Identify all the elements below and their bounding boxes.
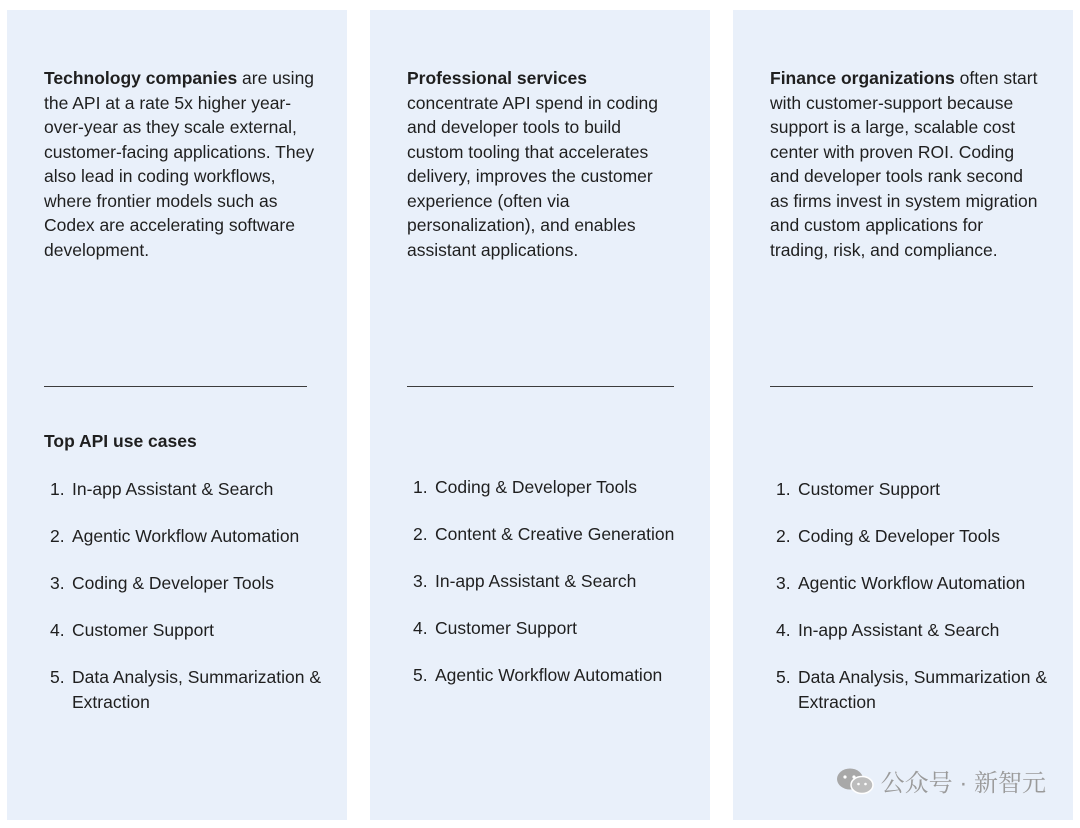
list-item	[407, 569, 697, 594]
item-label: Content & Creative Generation	[435, 524, 675, 544]
item-label: Coding & Developer Tools	[72, 573, 275, 593]
item-label: In-app Assistant & Search	[798, 620, 1000, 640]
use-case-list	[44, 477, 334, 737]
card-lead: Finance organizations	[770, 68, 955, 88]
item-number: 1.	[50, 479, 65, 499]
item-label: Customer Support	[435, 618, 578, 638]
item-label: Agentic Workflow Automation	[72, 526, 300, 546]
item-number: 2.	[776, 526, 791, 546]
item-number: 4.	[50, 620, 65, 640]
list-item	[44, 618, 334, 643]
card-body: are using the API at a rate 5x higher year-over-year as they scale external, customer-facing applications. They also lead in coding workflows, where frontier models such as Codex are accelerating software development.	[44, 68, 315, 260]
use-case-list	[770, 477, 1060, 737]
card-description	[44, 66, 319, 262]
item-label: Customer Support	[798, 479, 941, 499]
list-item	[770, 524, 1060, 549]
industry-card-professional-services	[370, 10, 710, 820]
divider	[44, 386, 307, 387]
wechat-icon	[835, 766, 875, 796]
card-lead: Technology companies	[44, 68, 238, 88]
list-item	[407, 616, 697, 641]
list-item	[770, 665, 1060, 714]
card-description	[407, 66, 682, 262]
item-label: Agentic Workflow Automation	[798, 573, 1026, 593]
divider	[407, 386, 674, 387]
item-number: 2.	[50, 526, 65, 546]
item-number: 3.	[50, 573, 65, 593]
item-number: 4.	[413, 618, 428, 638]
industry-card-technology	[7, 10, 347, 820]
item-number: 3.	[776, 573, 791, 593]
card-description	[770, 66, 1045, 262]
item-label: In-app Assistant & Search	[72, 479, 274, 499]
list-item	[770, 618, 1060, 643]
watermark	[835, 763, 1046, 798]
list-item	[770, 571, 1060, 596]
card-body: concentrate API spend in coding and developer tools to build custom tooling that accelerates delivery, improves the customer experience (often via personalization), and enables assistant applications.	[407, 92, 659, 260]
use-case-list	[407, 475, 697, 710]
list-item	[44, 477, 334, 502]
list-item	[44, 571, 334, 596]
item-number: 1.	[776, 479, 791, 499]
item-number: 5.	[776, 667, 791, 687]
item-number: 5.	[50, 667, 65, 687]
list-item	[407, 663, 697, 688]
list-item	[407, 522, 697, 547]
use-cases-heading: Top API use cases	[44, 431, 197, 451]
item-label: In-app Assistant & Search	[435, 571, 637, 591]
item-number: 3.	[413, 571, 428, 591]
card-body: often start with customer-support because support is a large, scalable cost center with proven ROI. Coding and developer tools rank second as firms invest in system migration and custom applications for trading, risk, and compliance.	[770, 68, 1038, 260]
item-label: Customer Support	[72, 620, 215, 640]
list-item	[407, 475, 697, 500]
industry-card-finance	[733, 10, 1073, 820]
item-label: Coding & Developer Tools	[435, 477, 638, 497]
watermark-text: 公众号 · 新智元	[880, 770, 1046, 797]
item-number: 1.	[413, 477, 428, 497]
list-item	[44, 524, 334, 549]
item-number: 2.	[413, 524, 428, 544]
item-number: 4.	[776, 620, 791, 640]
item-label: Data Analysis, Summarization & Extraction	[72, 667, 321, 712]
divider	[770, 386, 1033, 387]
item-number: 5.	[413, 665, 428, 685]
card-lead: Professional services	[407, 68, 587, 88]
list-item	[770, 477, 1060, 502]
item-label: Agentic Workflow Automation	[435, 665, 663, 685]
list-item	[44, 665, 334, 714]
item-label: Coding & Developer Tools	[798, 526, 1001, 546]
item-label: Data Analysis, Summarization & Extraction	[798, 667, 1047, 712]
